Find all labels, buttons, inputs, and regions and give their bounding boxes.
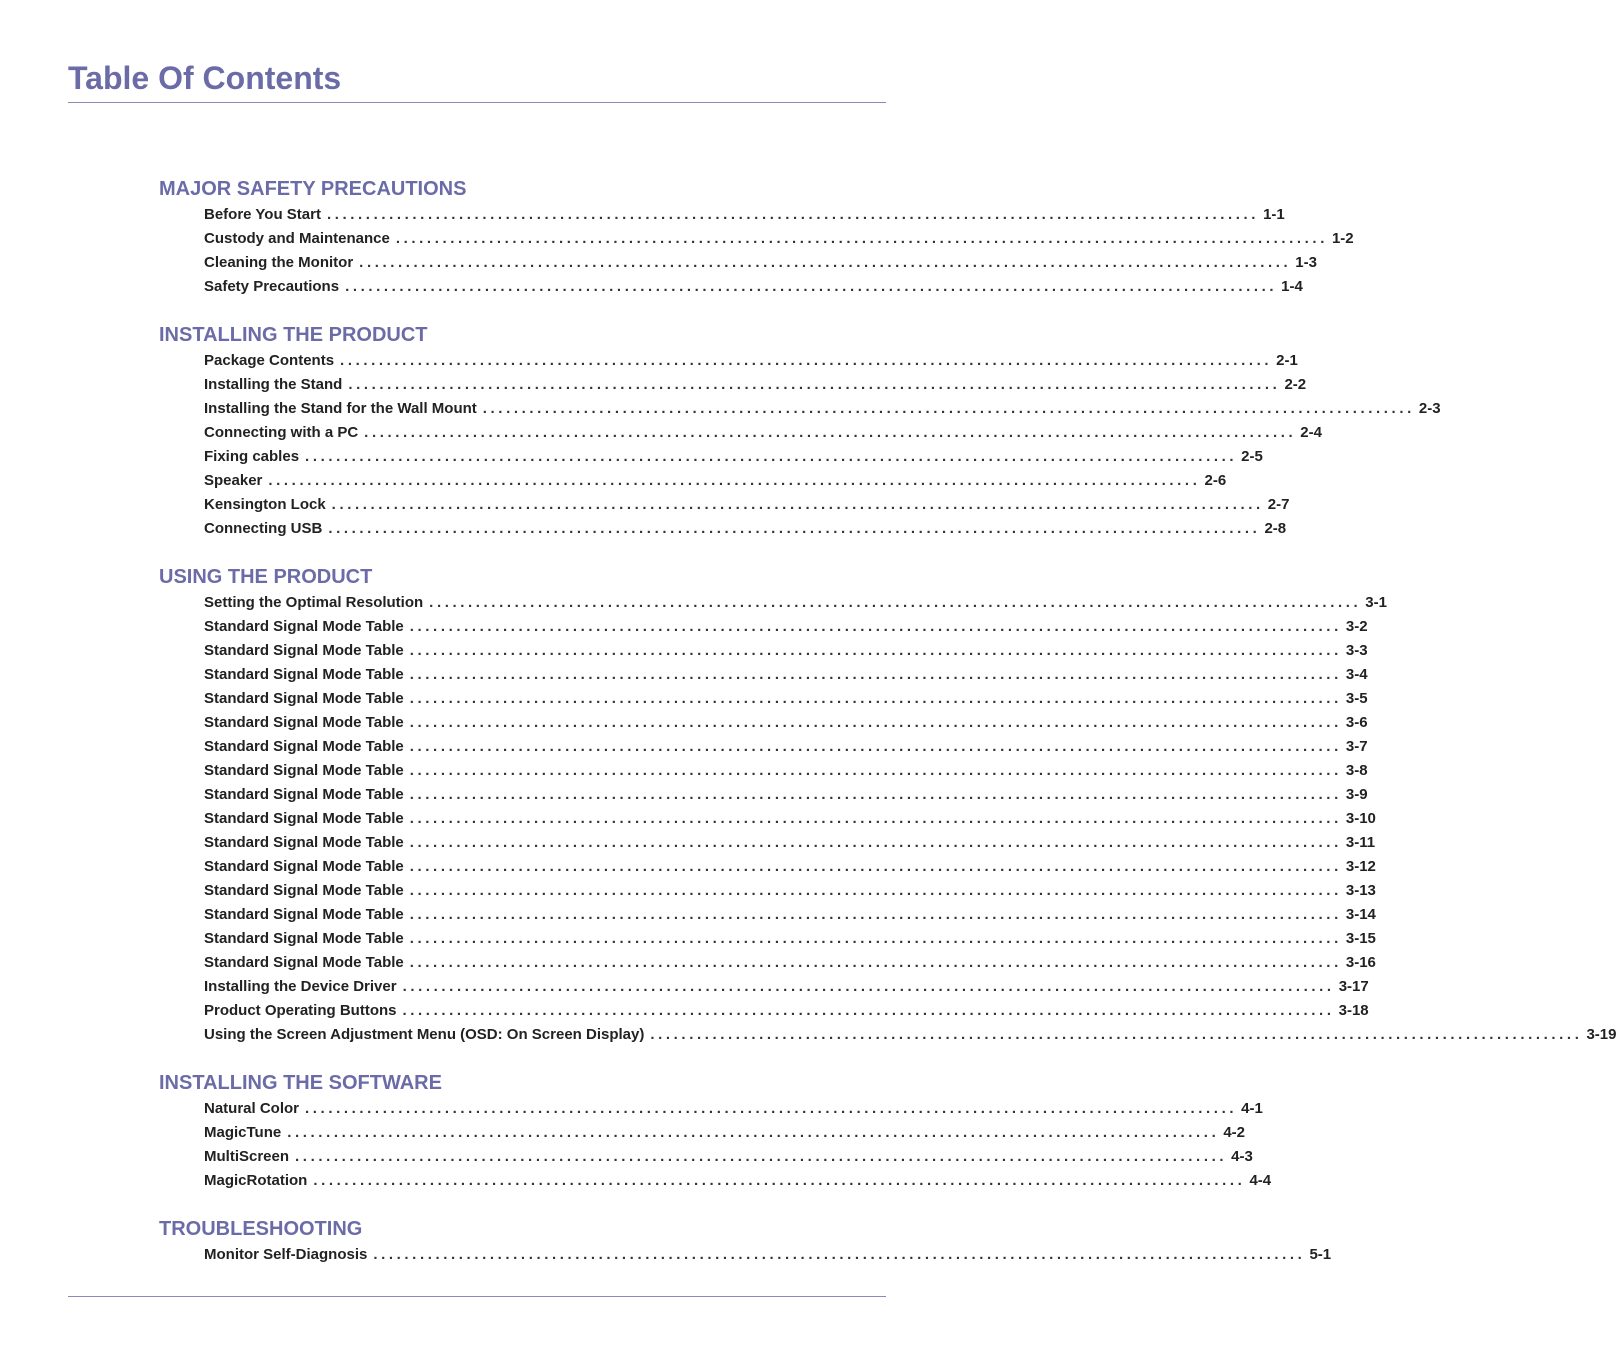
toc-entry-label: Product Operating Buttons	[204, 1002, 397, 1019]
dot-leader: ........................................................................................................................	[409, 738, 1342, 755]
toc-entry-label: Standard Signal Mode Table	[204, 858, 404, 875]
toc-entry[interactable]	[204, 954, 1376, 978]
toc-entry[interactable]	[204, 424, 1322, 448]
dot-leader: ........................................................................................................................	[429, 594, 1362, 611]
toc-entry-list	[204, 206, 1354, 302]
toc-entry-page-number: 3-11	[1345, 834, 1376, 851]
dot-leader: ........................................................................................................................	[331, 496, 1264, 513]
section-title: MAJOR SAFETY PRECAUTIONS	[159, 178, 467, 200]
toc-entry[interactable]	[204, 472, 1227, 496]
toc-entry-page-number: 3-2	[1345, 618, 1368, 635]
toc-entry-page-number: 3-13	[1345, 882, 1376, 899]
toc-entry[interactable]	[204, 1246, 1332, 1270]
dot-leader: ........................................................................................................................	[345, 278, 1278, 295]
toc-entry-page-number: 1-3	[1295, 254, 1317, 271]
toc-section	[159, 174, 1354, 302]
toc-entry[interactable]	[204, 1172, 1272, 1196]
section-title: INSTALLING THE SOFTWARE	[159, 1072, 442, 1094]
toc-entry-page-number: 2-4	[1300, 424, 1322, 441]
toc-entry[interactable]	[204, 352, 1298, 376]
toc-section	[159, 320, 1441, 544]
toc-entry-label: Monitor Self-Diagnosis	[204, 1246, 368, 1263]
toc-entry-label: Standard Signal Mode Table	[204, 666, 404, 683]
toc-entry[interactable]	[204, 978, 1369, 1002]
toc-entry-page-number: 1-1	[1263, 206, 1285, 223]
toc-entry-page-number: 3-7	[1345, 738, 1368, 755]
footer-divider	[68, 1296, 886, 1297]
dot-leader: ........................................................................................................................	[373, 1246, 1306, 1263]
toc-entry[interactable]	[204, 1124, 1246, 1148]
toc-entry-page-number: 3-15	[1345, 930, 1376, 947]
toc-entry-label: Standard Signal Mode Table	[204, 786, 404, 803]
toc-section	[159, 1068, 1272, 1196]
toc-entry-page-number: 2-8	[1264, 520, 1287, 537]
toc-entry[interactable]	[204, 520, 1287, 544]
dot-leader: ........................................................................................................................	[305, 1100, 1238, 1117]
toc-entry-page-number: 4-3	[1231, 1148, 1253, 1165]
toc-entry-page-number: 3-17	[1338, 978, 1369, 995]
toc-entry-label: Standard Signal Mode Table	[204, 810, 404, 827]
toc-entry-label: Standard Signal Mode Table	[204, 762, 404, 779]
toc-entry-label: Installing the Stand	[204, 376, 343, 393]
toc-entry-label: Before You Start	[204, 206, 321, 223]
toc-entry-list	[204, 1100, 1272, 1196]
toc-entry[interactable]	[204, 738, 1368, 762]
toc-entry[interactable]	[204, 666, 1368, 690]
toc-entry-page-number: 2-2	[1284, 376, 1307, 393]
toc-entry-label: Kensington Lock	[204, 496, 326, 513]
toc-section	[159, 1214, 1332, 1270]
toc-entry-label: MagicTune	[204, 1124, 282, 1141]
table-of-contents	[159, 174, 1617, 1270]
toc-entry-page-number: 1-2	[1331, 230, 1354, 247]
toc-entry-label: MultiScreen	[204, 1148, 290, 1165]
toc-entry-page-number: 3-3	[1345, 642, 1368, 659]
toc-entry-page-number: 2-6	[1204, 472, 1227, 489]
toc-entry[interactable]	[204, 278, 1303, 302]
dot-leader: ........................................................................................................................	[409, 858, 1342, 875]
toc-entry[interactable]	[204, 1100, 1263, 1124]
toc-entry-page-number: 3-4	[1345, 666, 1368, 683]
toc-entry-page-number: 2-5	[1241, 448, 1263, 465]
toc-entry-label: Standard Signal Mode Table	[204, 618, 404, 635]
toc-entry-label: Connecting with a PC	[204, 424, 359, 441]
dot-leader: ........................................................................................................................	[287, 1124, 1220, 1141]
dot-leader: ........................................................................................................................	[268, 472, 1201, 489]
page-title: Table Of Contents	[68, 60, 342, 96]
dot-leader: ........................................................................................................................	[364, 424, 1297, 441]
toc-entry[interactable]	[204, 594, 1387, 618]
toc-entry-page-number: 2-3	[1418, 400, 1441, 417]
dot-leader: ........................................................................................................................	[326, 206, 1260, 223]
toc-entry-label: Standard Signal Mode Table	[204, 930, 404, 947]
dot-leader: ........................................................................................................................	[409, 930, 1342, 947]
toc-entry-label: MagicRotation	[204, 1172, 308, 1189]
dot-leader: ........................................................................................................................	[409, 762, 1342, 779]
toc-entry[interactable]	[204, 1026, 1617, 1050]
toc-entry-page-number: 4-4	[1249, 1172, 1272, 1189]
toc-entry-label: Custody and Maintenance	[204, 230, 390, 247]
toc-entry-label: Standard Signal Mode Table	[204, 738, 404, 755]
dot-leader: ........................................................................................................................	[409, 666, 1342, 683]
toc-entry-label: Installing the Device Driver	[204, 978, 397, 995]
dot-leader: ........................................................................................................................	[305, 448, 1238, 465]
toc-entry[interactable]	[204, 690, 1368, 714]
toc-entry-list	[204, 352, 1441, 544]
section-title: USING THE PRODUCT	[159, 566, 373, 588]
toc-entry-page-number: 3-16	[1345, 954, 1376, 971]
toc-entry-page-number: 3-18	[1338, 1002, 1369, 1019]
toc-entry-label: Safety Precautions	[204, 278, 340, 295]
toc-entry[interactable]	[204, 618, 1368, 642]
toc-entry-page-number: 2-7	[1267, 496, 1290, 513]
toc-entry[interactable]	[204, 810, 1376, 834]
toc-entry-page-number: 3-9	[1345, 786, 1368, 803]
toc-entry-label: Standard Signal Mode Table	[204, 642, 404, 659]
dot-leader: ........................................................................................................................	[409, 834, 1342, 851]
toc-entry-page-number: 3-19	[1586, 1026, 1617, 1043]
dot-leader: ........................................................................................................................	[409, 882, 1342, 899]
toc-entry-page-number: 3-14	[1345, 906, 1376, 923]
toc-entry-page-number: 3-12	[1345, 858, 1376, 875]
toc-entry[interactable]	[204, 714, 1368, 738]
section-title: INSTALLING THE PRODUCT	[159, 324, 428, 346]
toc-entry[interactable]	[204, 1002, 1369, 1026]
dot-leader: ........................................................................................................................	[348, 376, 1281, 393]
toc-entry-page-number: 3-8	[1345, 762, 1368, 779]
toc-entry-page-number: 1-4	[1281, 278, 1303, 295]
toc-entry-page-number: 5-1	[1309, 1246, 1332, 1263]
toc-entry[interactable]	[204, 448, 1263, 472]
toc-section	[159, 562, 1617, 1050]
dot-leader: ........................................................................................................................	[409, 810, 1342, 827]
toc-entry[interactable]	[204, 254, 1317, 278]
toc-entry-label: Installing the Stand for the Wall Mount	[204, 400, 477, 417]
toc-entry-label: Package Contents	[204, 352, 335, 369]
toc-entry-page-number: 3-5	[1345, 690, 1368, 707]
toc-entry-label: Standard Signal Mode Table	[204, 834, 404, 851]
dot-leader: ........................................................................................................................	[409, 906, 1342, 923]
toc-entry[interactable]	[204, 786, 1368, 810]
toc-entry-label: Speaker	[204, 472, 263, 489]
toc-entry-label: Standard Signal Mode Table	[204, 906, 404, 923]
toc-entry-page-number: 4-2	[1223, 1124, 1246, 1141]
toc-entry-page-number: 3-10	[1345, 810, 1376, 827]
dot-leader: ........................................................................................................................	[313, 1172, 1246, 1189]
section-spacer	[159, 1050, 749, 1068]
dot-leader: ........................................................................................................................	[409, 618, 1342, 635]
toc-entry[interactable]	[204, 1148, 1253, 1172]
toc-entry-list	[204, 1246, 1332, 1270]
dot-leader: ........................................................................................................................	[409, 642, 1342, 659]
toc-entry-label: Standard Signal Mode Table	[204, 714, 404, 731]
toc-entry-label: Natural Color	[204, 1100, 300, 1117]
toc-entry[interactable]	[204, 882, 1376, 906]
toc-entry-page-number: 3-1	[1365, 594, 1387, 611]
dot-leader: ........................................................................................................................	[650, 1026, 1583, 1043]
toc-entry-label: Connecting USB	[204, 520, 323, 537]
toc-entry[interactable]	[204, 206, 1285, 230]
toc-entry-label: Cleaning the Monitor	[204, 254, 354, 271]
toc-entry[interactable]	[204, 496, 1290, 520]
toc-entry-label: Standard Signal Mode Table	[204, 882, 404, 899]
dot-leader: ........................................................................................................................	[295, 1148, 1228, 1165]
section-spacer	[159, 302, 749, 320]
dot-leader: ........................................................................................................................	[409, 714, 1342, 731]
toc-entry-label: Fixing cables	[204, 448, 300, 465]
toc-entry-label: Standard Signal Mode Table	[204, 690, 404, 707]
dot-leader: ........................................................................................................................	[359, 254, 1292, 271]
toc-entry-label: Using the Screen Adjustment Menu (OSD: On Screen Display)	[204, 1026, 645, 1043]
toc-entry-label: Setting the Optimal Resolution	[204, 594, 424, 611]
section-title: TROUBLESHOOTING	[159, 1218, 363, 1240]
toc-entry-page-number: 2-1	[1276, 352, 1298, 369]
toc-entry-label: Standard Signal Mode Table	[204, 954, 404, 971]
dot-leader: ........................................................................................................................	[409, 786, 1342, 803]
toc-entry[interactable]	[204, 834, 1376, 858]
toc-entry[interactable]	[204, 762, 1368, 786]
toc-entry-list	[204, 594, 1617, 1050]
toc-entry[interactable]	[204, 906, 1376, 930]
dot-leader: ........................................................................................................................	[402, 1002, 1335, 1019]
toc-entry[interactable]	[204, 400, 1441, 424]
toc-entry[interactable]	[204, 930, 1376, 954]
dot-leader: ........................................................................................................................	[402, 978, 1335, 995]
title-divider	[68, 102, 886, 103]
toc-entry[interactable]	[204, 376, 1307, 400]
section-spacer	[159, 1196, 749, 1214]
dot-leader: ........................................................................................................................	[409, 690, 1342, 707]
dot-leader: ........................................................................................................................	[409, 954, 1342, 971]
dot-leader: ........................................................................................................................	[482, 400, 1415, 417]
dot-leader: ........................................................................................................................	[395, 230, 1328, 247]
dot-leader: ........................................................................................................................	[340, 352, 1273, 369]
toc-entry-page-number: 4-1	[1241, 1100, 1263, 1117]
section-spacer	[159, 544, 749, 562]
dot-leader: ........................................................................................................................	[328, 520, 1261, 537]
toc-entry[interactable]	[204, 858, 1376, 882]
toc-entry[interactable]	[204, 642, 1368, 666]
toc-entry[interactable]	[204, 230, 1354, 254]
toc-entry-page-number: 3-6	[1345, 714, 1368, 731]
